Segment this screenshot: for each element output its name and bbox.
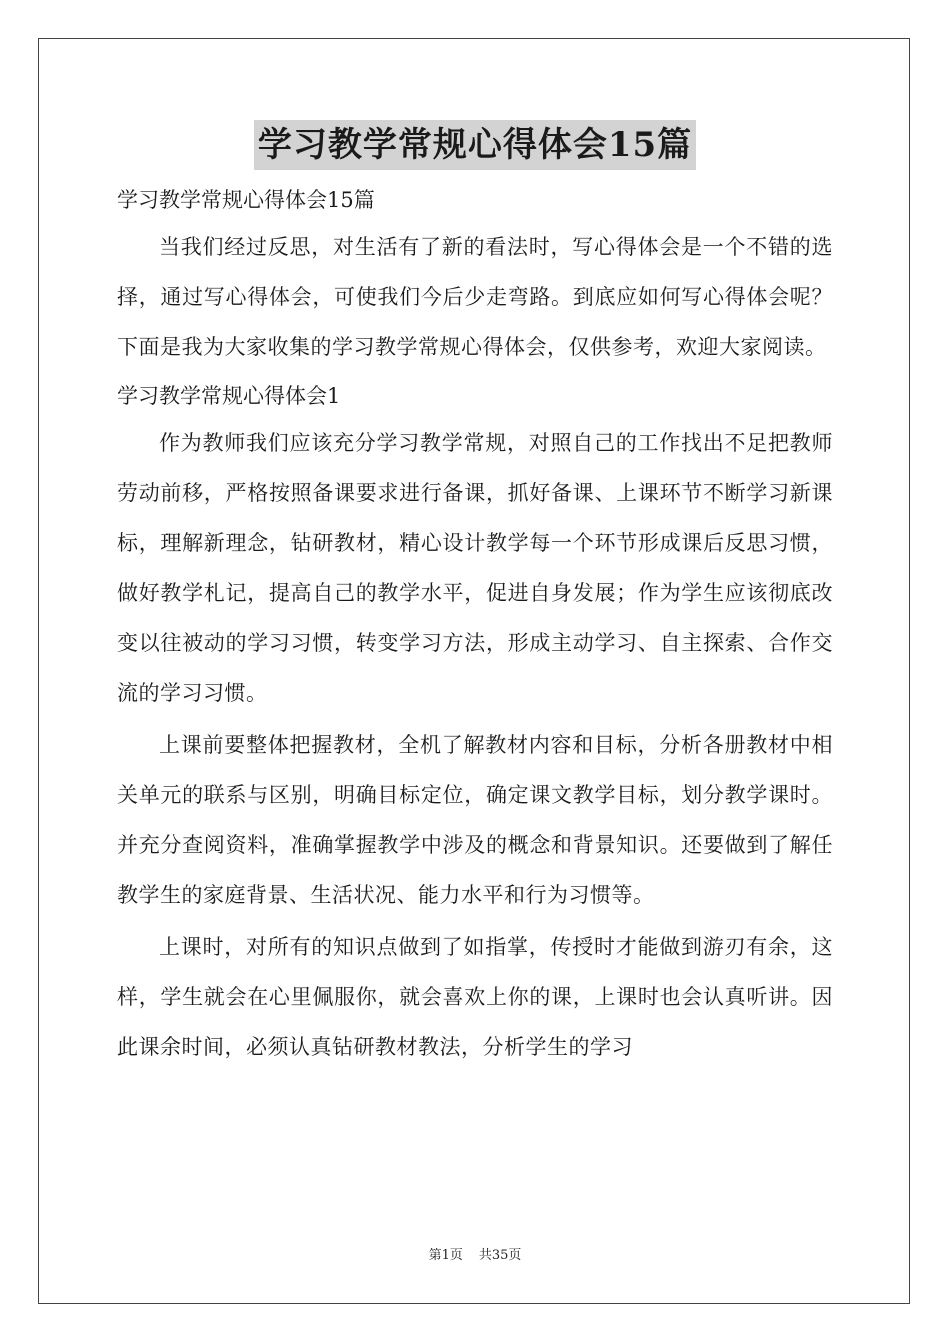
intro-paragraph: 当我们经过反思，对生活有了新的看法时，写心得体会是一个不错的选择，通过写心得体会，可使我们今后少走弯路。到底应如何写心得体会呢？下面是我为大家收集的学习教学常规心得体会，仅供参考，欢迎大家阅读。 [117,235,833,359]
page-number: 第1页 [428,1248,463,1263]
body-paragraph-1: 作为教师我们应该充分学习教学常规，对照自己的工作找出不足把教师劳动前移，严格按照备课要求进行备课，抓好备课、上课环节不断学习新课标，理解新理念，钻研教材，精心设计教学每一个环节形成课后反思习惯，做好教学札记，提高自己的教学水平，促进自身发展；作为学生应该彻底改变以往被动的学习习惯，转变学习方法，形成主动学习、自主探索、合作交流的学习习惯。 [117,431,833,705]
body-paragraph-3: 上课时，对所有的知识点做到了如指掌，传授时才能做到游刃有余，这样，学生就会在心里佩服你，就会喜欢上你的课，上课时也会认真听讲。因此课余时间，必须认真钻研教材教法，分析学生的学习 [117,935,833,1059]
document-body [117,178,833,1074]
document-title [0,120,950,176]
page-total: 共35页 [478,1248,522,1263]
document-subtitle: 学习教学常规心得体会15篇 [117,188,375,212]
page-footer [0,1247,950,1265]
document-title-text: 学习教学常规心得体会15篇 [254,120,696,170]
body-paragraph-2: 上课前要整体把握教材，全机了解教材内容和目标，分析各册教材中相关单元的联系与区别，明确目标定位，确定课文教学目标，划分教学课时。并充分查阅资料，准确掌握教学中涉及的概念和背景知识。还要做到了解任教学生的家庭背景、生活状况、能力水平和行为习惯等。 [117,733,833,907]
section-heading: 学习教学常规心得体会1 [117,384,341,408]
